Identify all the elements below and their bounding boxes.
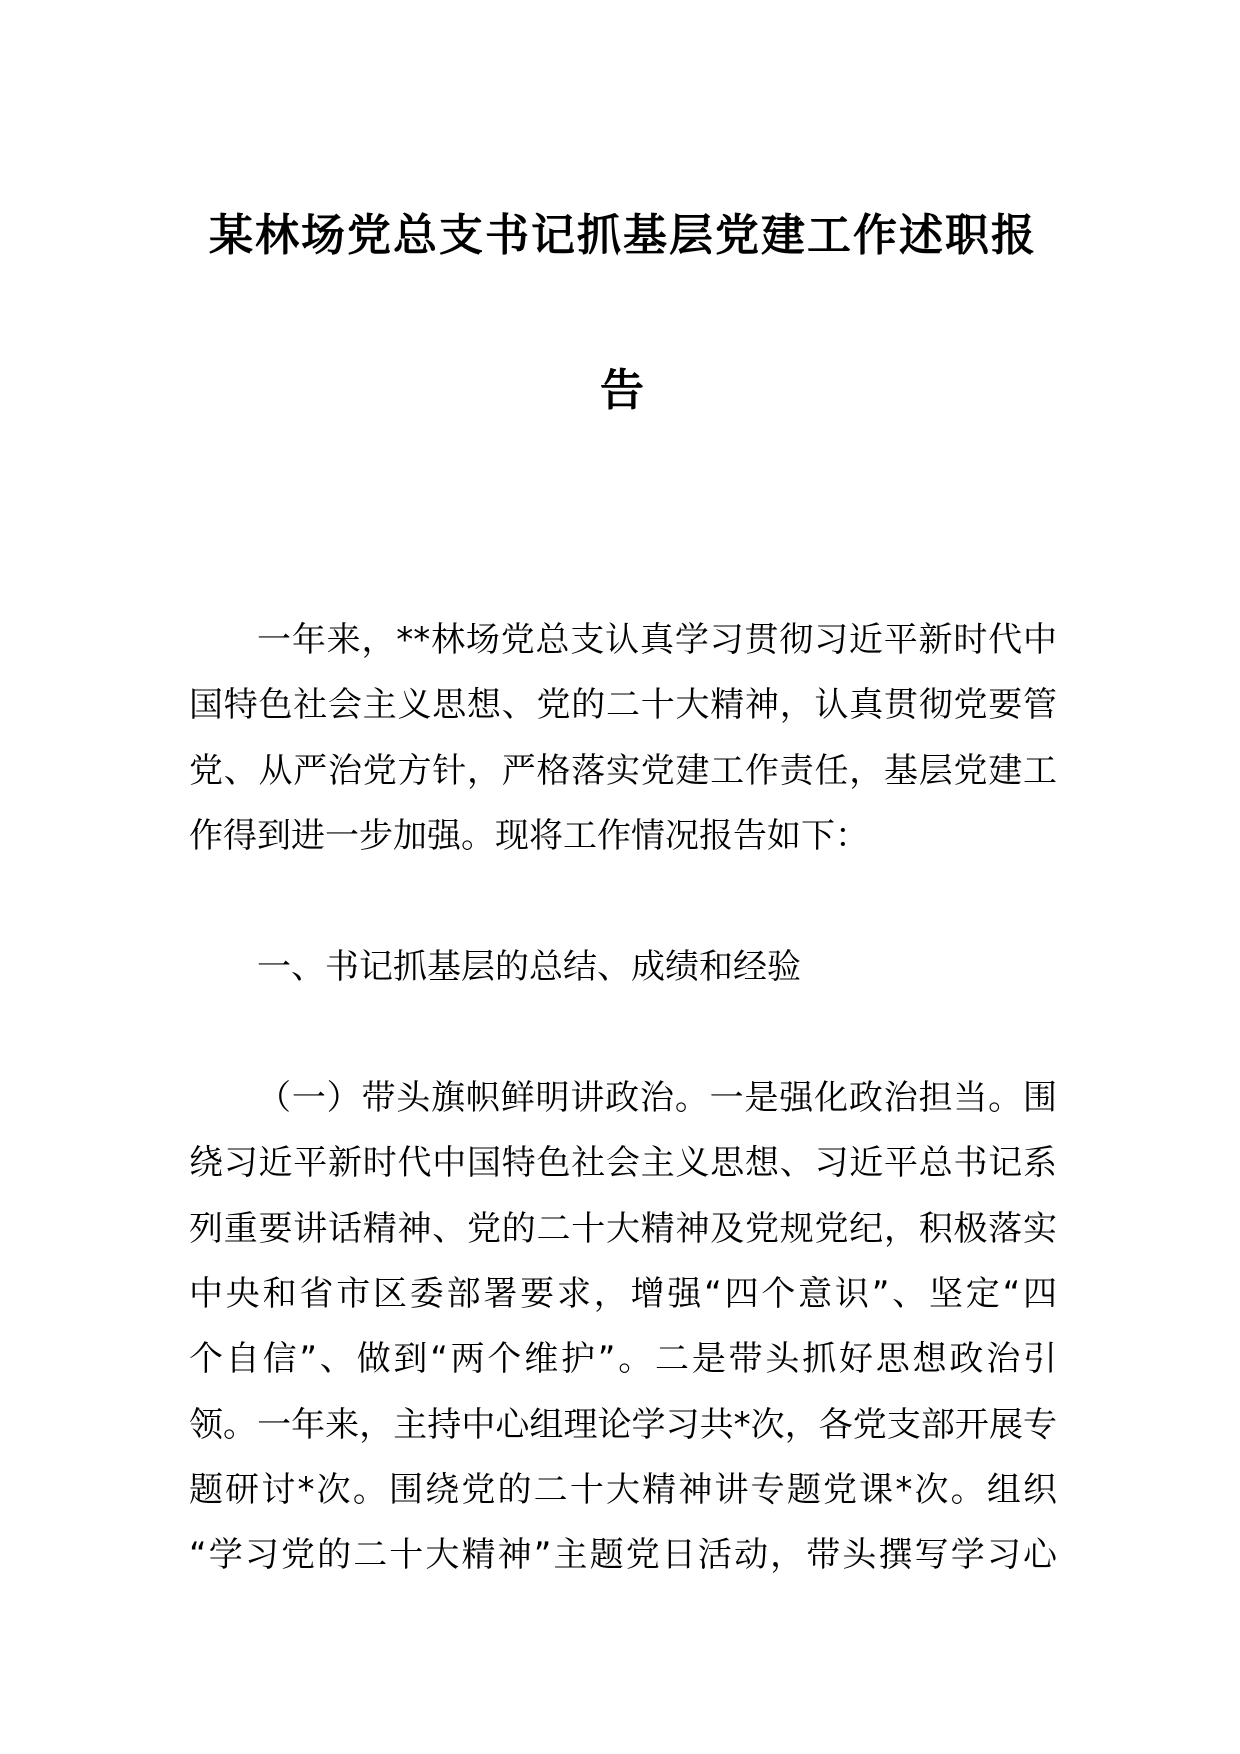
paragraph-line: “学习党的二十大精神”主题党日活动，带头撰写学习心: [189, 1535, 1057, 1576]
section-heading-text: 一、书记抓基层的总结、成绩和经验: [257, 946, 801, 987]
title-line: 某林场党总支书记抓基层党建工作述职报: [209, 210, 1037, 261]
paragraph-line: 绕习近平新时代中国特色社会主义思想、习近平总书记系: [189, 1143, 1057, 1184]
document-title: [189, 158, 1057, 468]
section-heading: [189, 935, 1057, 1000]
paragraph-line: 个自信”、做到“两个维护”。二是带头抓好思想政治引: [189, 1339, 1057, 1380]
paragraph-line: 一年来，**林场党总支认真学习贯彻习近平新时代中: [257, 620, 1057, 660]
paragraph-line: 中央和省市区委部署要求，增强“四个意识”、坚定“四: [189, 1273, 1057, 1314]
paragraph-line: 领。一年来，主持中心组理论学习共*次，各党支部开展专: [189, 1404, 1057, 1445]
paragraph-intro: [189, 608, 1057, 870]
document-body: [189, 608, 1057, 1589]
paragraph-line: 党、从严治党方针，严格落实党建工作责任，基层党建工: [189, 750, 1057, 791]
title-line: 告: [600, 365, 646, 416]
paragraph-line: （一）带头旗帜鲜明讲政治。一是强化政治担当。围: [257, 1077, 1057, 1118]
paragraph-line: 作得到进一步加强。现将工作情况报告如下：: [189, 816, 869, 857]
paragraph-line: 列重要讲话精神、党的二十大精神及党规党纪，积极落实: [189, 1208, 1057, 1249]
paragraph-subsection-1: [189, 1066, 1057, 1589]
paragraph-line: 国特色社会主义思想、党的二十大精神，认真贯彻党要管: [189, 685, 1057, 726]
paragraph-line: 题研讨*次。围绕党的二十大精神讲专题党课*次。组织: [189, 1470, 1057, 1511]
